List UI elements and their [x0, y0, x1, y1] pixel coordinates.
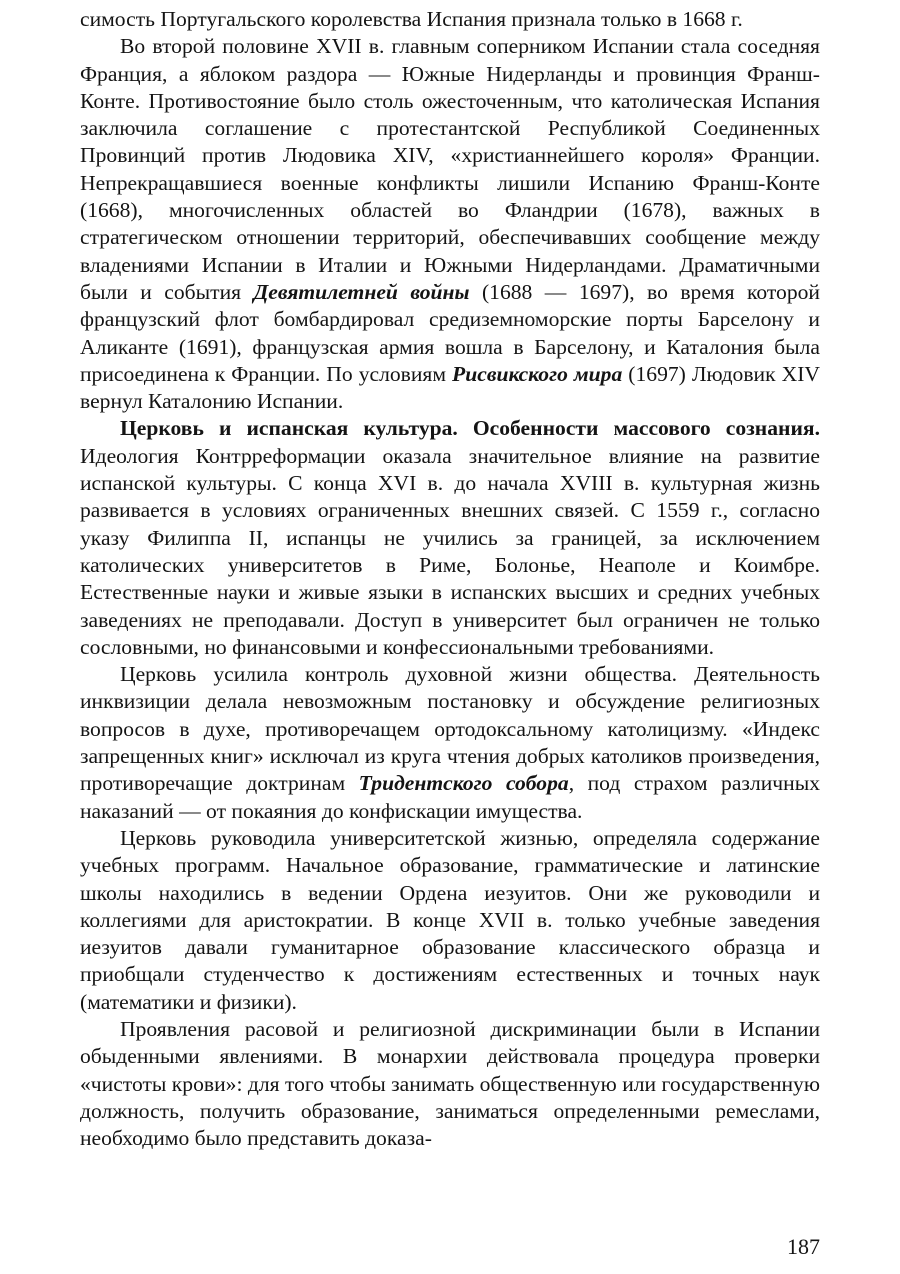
paragraph-text: , под страхом различных наказаний — от покаяния до конфискации имущества. [80, 771, 821, 823]
paragraph-university-life: Церковь руководила университетской жизнью, определяла содержание учебных программ. Начальное образование, грамматические и латинские школы находились в ведении Ордена иезуитов. Они же руководили и коллегиями для аристократии. В конце XVII в. только учебные заведения иезуитов давали гуманитарное образование классического образца и приобщали студенчество к достижениям естественных и точных наук (математики и физики). [80, 825, 820, 1014]
italic-term-nine-years-war: Девятилетней войны [253, 279, 470, 304]
paragraph-text: Во второй половине XVII в. главным соперником Испании стала соседняя Франция, а яблоком раздора — Южные Нидерланды и провинция Франш-Конте. Противостояние было столь ожесточенным, что католическая Испания заключила соглашение с протестантской Республикой Соединенных Провинций против Людовика XIV, «христианнейшего короля» Франции. Непрекращавшиеся военные конфликты лишили Испанию Франш-Конте (1668), многочисленных областей во Фландрии (1678), важных в стратегическом отношении территорий, обеспечивавших сообщение между владениями Испании в Италии и Южными Нидерландами. Драматичными были и события [80, 34, 820, 304]
paragraph-church-control [80, 661, 820, 825]
paragraph-text: Церковь усилила контроль духовной жизни общества. Деятельность инквизиции делала невозможным постановку и обсуждение религиозных вопросов в духе, противоречащем ортодоксальному католицизму. «Индекс запрещенных книг» исключал из круга чтения добрых католиков произведения, противоречащие доктринам [80, 662, 820, 796]
paragraph-text: (1697) Людовик XIV вернул Каталонию Испании. [80, 361, 820, 414]
page-body [80, 6, 820, 1152]
paragraph-text: Идеология Контрреформации оказала значительное влияние на развитие испанской культуры. С конца XVI в. до начала XVIII в. культурная жизнь развивается в условиях ограниченных внешних связей. С 1559 г., согласно указу Филиппа II, испанцы не учились за границей, за исключением католических университетов в Риме, Болонье, Неаполе и Коимбре. Естественные науки и живые языки в испанских высших и средних учебных заведениях не преподавали. Доступ в университет был ограничен не только сословными, но финансовыми и конфессиональными требованиями. [80, 443, 820, 659]
paragraph-discrimination: Проявления расовой и религиозной дискриминации были в Испании обыденными явлениями. В монархии действовала процедура проверки «чистоты крови»: для того чтобы занимать общественную или государственную должность, получить образование, заниматься определенными ремеслами, необходимо было представить доказа- [80, 1016, 820, 1151]
paragraph-france-rivalry [80, 33, 820, 415]
page-number: 187 [787, 1234, 820, 1259]
paragraph-continuation: симость Португальского королевства Испания признала только в 1668 г. [80, 7, 743, 31]
section-heading: Церковь и испанская культура. Особенности массового сознания. [120, 416, 820, 441]
italic-term-council-of-trent: Тридентского собора [358, 771, 569, 796]
paragraph-church-culture [80, 415, 820, 661]
italic-term-peace-of-ryswick: Рисвикского мира [452, 361, 623, 386]
paragraph-text: (1688 — 1697), во время которой французский флот бомбардировал средиземноморские порты Барселону и Аликанте (1691), французская армия вошла в Барселону, и Каталония была присоединена к Франции. По условиям [80, 279, 820, 386]
